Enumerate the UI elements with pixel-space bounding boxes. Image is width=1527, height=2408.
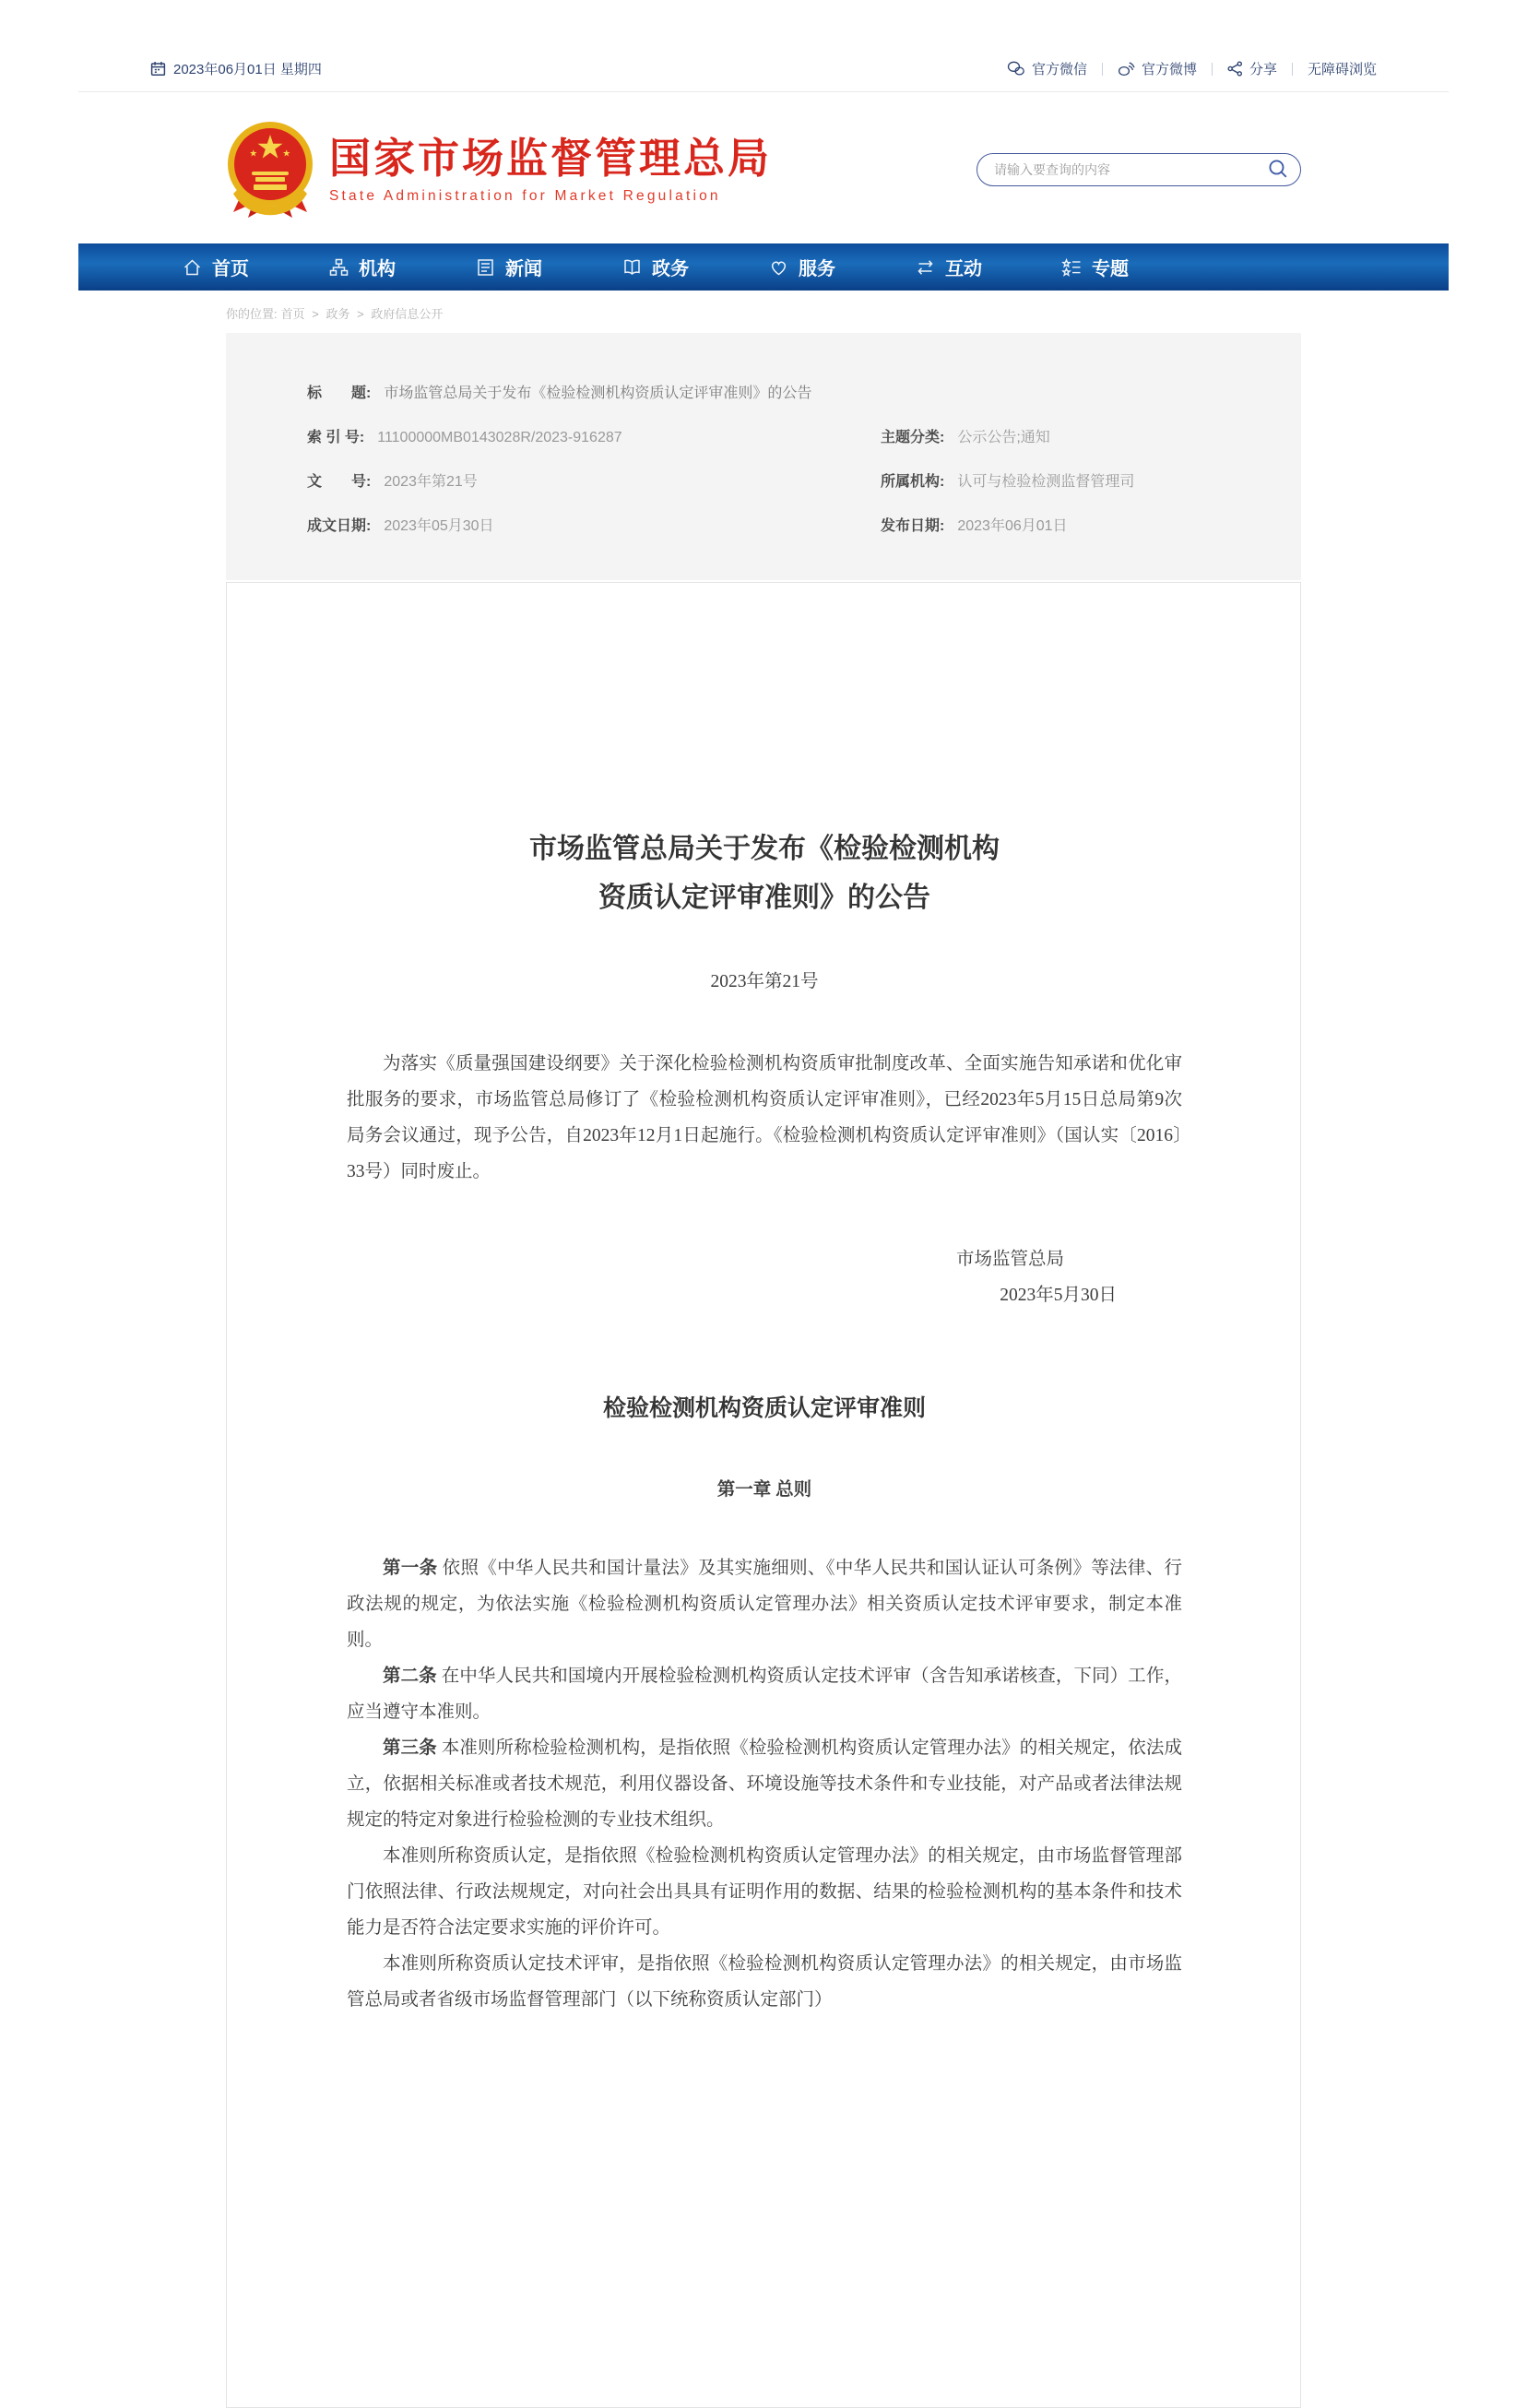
meta-grid [307, 416, 1220, 549]
paragraph-definition-2: 本准则所称资质认定技术评审，是指依照《检验检测机构资质认定管理办法》的相关规定，由市场监管总局或者省级市场监督管理部门（以下统称资质认定部门） [347, 1953, 1182, 2010]
nav-item-services[interactable]: 服务 [768, 254, 835, 280]
paragraph-article-3: 第三条 本准则所称检验检测机构，是指依照《检验检测机构资质认定管理办法》的相关规定，依法成立，依据相关标准或者技术规范，利用仪器设备、环境设施等技术条件和专业技能，对产品或者法律法规规定的特定对象进行检验检测的专业技术组织。 [347, 1738, 1182, 1830]
meta-topic-category: 主题分类: 公示公告;通知 [881, 430, 1050, 445]
news-icon [475, 257, 496, 278]
meta-issuing-office: 所属机构: 认可与检验检测监督管理司 [881, 474, 1135, 490]
document-number: 2023年第21号 [710, 971, 819, 991]
meta-title-label: 标 题: [307, 386, 372, 401]
document-content-panel [226, 582, 1301, 2408]
national-emblem-icon [226, 120, 314, 219]
search-icon [1268, 159, 1288, 182]
site-title-cn: 国家市场监督管理总局 [329, 134, 773, 182]
wechat-icon [1007, 61, 1025, 77]
breadcrumb-gov[interactable]: 政务 [326, 307, 350, 321]
breadcrumb [226, 291, 1301, 333]
breadcrumb-info-disclosure[interactable]: 政府信息公开 [371, 307, 444, 321]
top-links [1007, 59, 1377, 78]
paragraph-article-2: 第二条 在中华人民共和国境内开展检验检测机构资质认定技术评审（含告知承诺核查，下同）工作，应当遵守本准则。 [347, 1666, 1182, 1722]
nav-item-home[interactable]: 首页 [182, 254, 249, 280]
meta-date-published: 发布日期: 2023年06月01日 [881, 518, 1068, 534]
nav-item-topics[interactable]: 专题 [1061, 254, 1129, 280]
rules-section-title: 检验检测机构资质认定评审准则 [602, 1394, 926, 1421]
heart-icon [768, 257, 789, 278]
weibo-link[interactable]: 官方微博 [1118, 59, 1197, 78]
paragraph-article-1: 第一条 依照《中华人民共和国计量法》及其实施细则、《中华人民共和国认证认可条例》等法律、行政法规的规定，为依法实施《检验检测机构资质认定管理办法》相关资质认定技术评审要求，制定本准则。 [347, 1558, 1182, 1650]
signature-date: 2023年5月30日 [1000, 1285, 1117, 1305]
exchange-arrows-icon [915, 257, 936, 278]
divider [1212, 63, 1213, 76]
breadcrumb-separator: > [357, 307, 364, 321]
site-search [977, 153, 1301, 186]
nav-item-org[interactable]: 机构 [328, 254, 396, 280]
meta-title-value: 市场监管总局关于发布《检验检测机构资质认定评审准则》的公告 [384, 386, 812, 401]
chapter-heading: 第一章 总则 [716, 1479, 812, 1500]
site-logo[interactable] [226, 120, 772, 219]
breadcrumb-prefix: 你的位置: [226, 307, 278, 321]
rules-paragraphs [347, 1550, 1182, 2018]
search-button[interactable] [1268, 159, 1288, 182]
divider [1102, 63, 1103, 76]
star-list-icon [1061, 257, 1083, 278]
home-icon [182, 257, 203, 278]
calendar-icon [150, 61, 166, 77]
breadcrumb-home[interactable]: 首页 [280, 307, 305, 321]
main-nav [78, 243, 1449, 291]
share-link[interactable]: 分享 [1227, 59, 1277, 78]
nav-item-interaction[interactable]: 互动 [915, 254, 982, 280]
site-header [78, 92, 1449, 243]
paragraph-definition-1: 本准则所称资质认定，是指依照《检验检测机构资质认定管理办法》的相关规定，由市场监督管理部门依照法律、行政法规规定，对向社会出具具有证明作用的数据、结果的检验检测机构的基本条件和技术能力是否符合法定要求实施的评价许可。 [347, 1845, 1182, 1938]
meta-doc-number: 文 号: 2023年第21号 [307, 474, 478, 490]
nav-item-gov-affairs[interactable]: 政务 [621, 254, 689, 280]
breadcrumb-separator: > [312, 307, 319, 321]
announcement-paragraph: 为落实《质量强国建设纲要》关于深化检验检测机构资质审批制度改革、全面实施告知承诺和优化审批服务的要求，市场监管总局修订了《检验检测机构资质认定评审准则》，已经2023年5月15日总局第9次局务会议通过，现予公告，自2023年12月1日起施行。《检验检测机构资质认定评审准则》（国认实〔2016〕33号）同时废止。 [347, 1053, 1182, 1181]
book-icon [621, 257, 643, 278]
divider [1292, 63, 1293, 76]
weibo-icon [1118, 61, 1135, 77]
document-title: 市场监管总局关于发布《检验检测机构 资质认定评审准则》的公告 [529, 834, 1000, 914]
org-chart-icon [328, 257, 349, 278]
site-title-block [329, 135, 772, 206]
meta-title-row [307, 372, 1220, 416]
current-date: 2023年06月01日 星期四 [173, 62, 322, 77]
site-title-en: State Administration for Market Regulation [329, 188, 721, 205]
search-input[interactable] [992, 161, 1268, 178]
share-icon [1227, 61, 1243, 77]
wechat-link[interactable]: 官方微信 [1007, 59, 1087, 78]
page-container [78, 0, 1449, 2408]
meta-date-written: 成文日期: 2023年05月30日 [307, 518, 494, 534]
accessibility-link[interactable]: 无障碍浏览 [1307, 62, 1377, 77]
nav-item-news[interactable]: 新闻 [475, 254, 542, 280]
signature-org: 市场监管总局 [955, 1249, 1064, 1269]
meta-index-number: 索 引 号: 11100000MB0143028R/2023-916287 [307, 430, 622, 445]
document-meta-panel [226, 333, 1301, 580]
top-utility-bar [78, 0, 1449, 92]
date-display [150, 59, 322, 78]
